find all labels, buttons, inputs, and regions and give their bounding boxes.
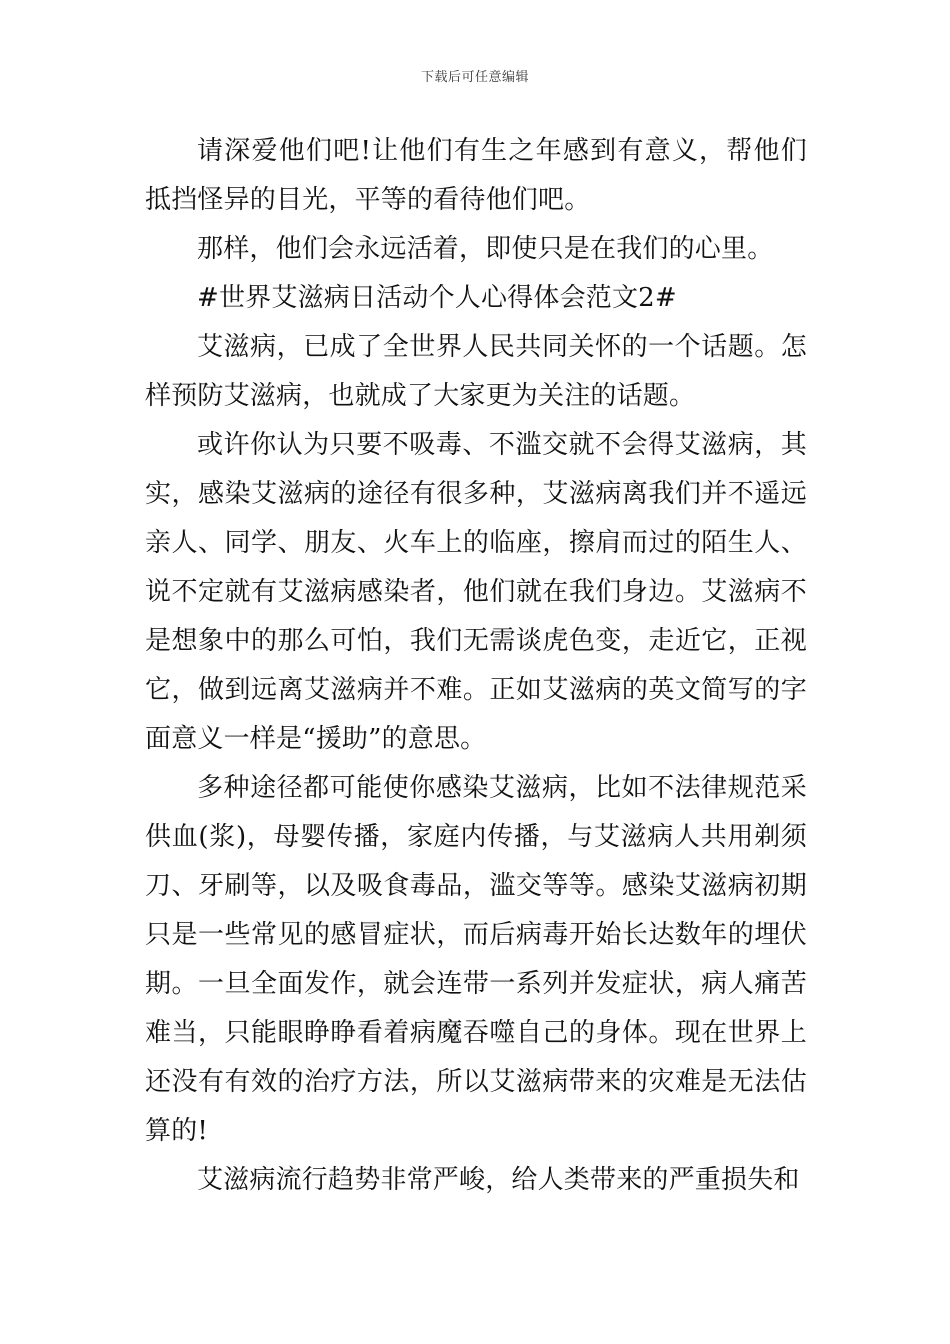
paragraph-transmission: 多种途径都可能使你感染艾滋病，比如不法律规范采供血(浆)，母婴传播，家庭内传播，与艾滋病人共用剃须刀、牙刷等，以及吸食毒品，滥交等等。感染艾滋病初期只是一些常见的感冒症状，而后病毒开始长达数年的埋伏期。一旦全面发作，就会连带一系列并发症状，病人痛苦难当，只能眼睁睁看着病魔吞噬自己的身体。现在世界上还没有有效的治疗方法，所以艾滋病带来的灾难是无法估算的! [145, 773, 807, 1146]
paragraph-epidemic-trend: 艾滋病流行趋势非常严峻，给人类带来的严重损失和 [197, 1165, 800, 1195]
header-note: 下载后可任意编辑 [420, 70, 529, 85]
paragraph-global-topic: 艾滋病，已成了全世界人民共同关怀的一个话题。怎样预防艾滋病，也就成了大家更为关注的话题。 [145, 332, 807, 411]
body-text [145, 127, 807, 1205]
paragraph-infection-routes: 或许你认为只要不吸毒、不滥交就不会得艾滋病，其实，感染艾滋病的途径有很多种，艾滋病离我们并不遥远亲人、同学、朋友、火车上的临座，擦肩而过的陌生人、说不定就有艾滋病感染者，他们就在我们身边。艾滋病不是想象中的那么可怕，我们无需谈虎色变，走近它，正视它，做到远离艾滋病并不难。正如艾滋病的英文简写的字面意义一样是“援助”的意思。 [145, 430, 807, 754]
paragraph-live-forever: 那样，他们会永远活着，即使只是在我们的心里。 [197, 234, 774, 264]
section-heading-essay-2: #世界艾滋病日活动个人心得体会范文2# [197, 283, 677, 313]
paragraph-love-them: 请深爱他们吧!让他们有生之年感到有意义，帮他们抵挡怪异的目光，平等的看待他们吧。 [145, 136, 807, 215]
